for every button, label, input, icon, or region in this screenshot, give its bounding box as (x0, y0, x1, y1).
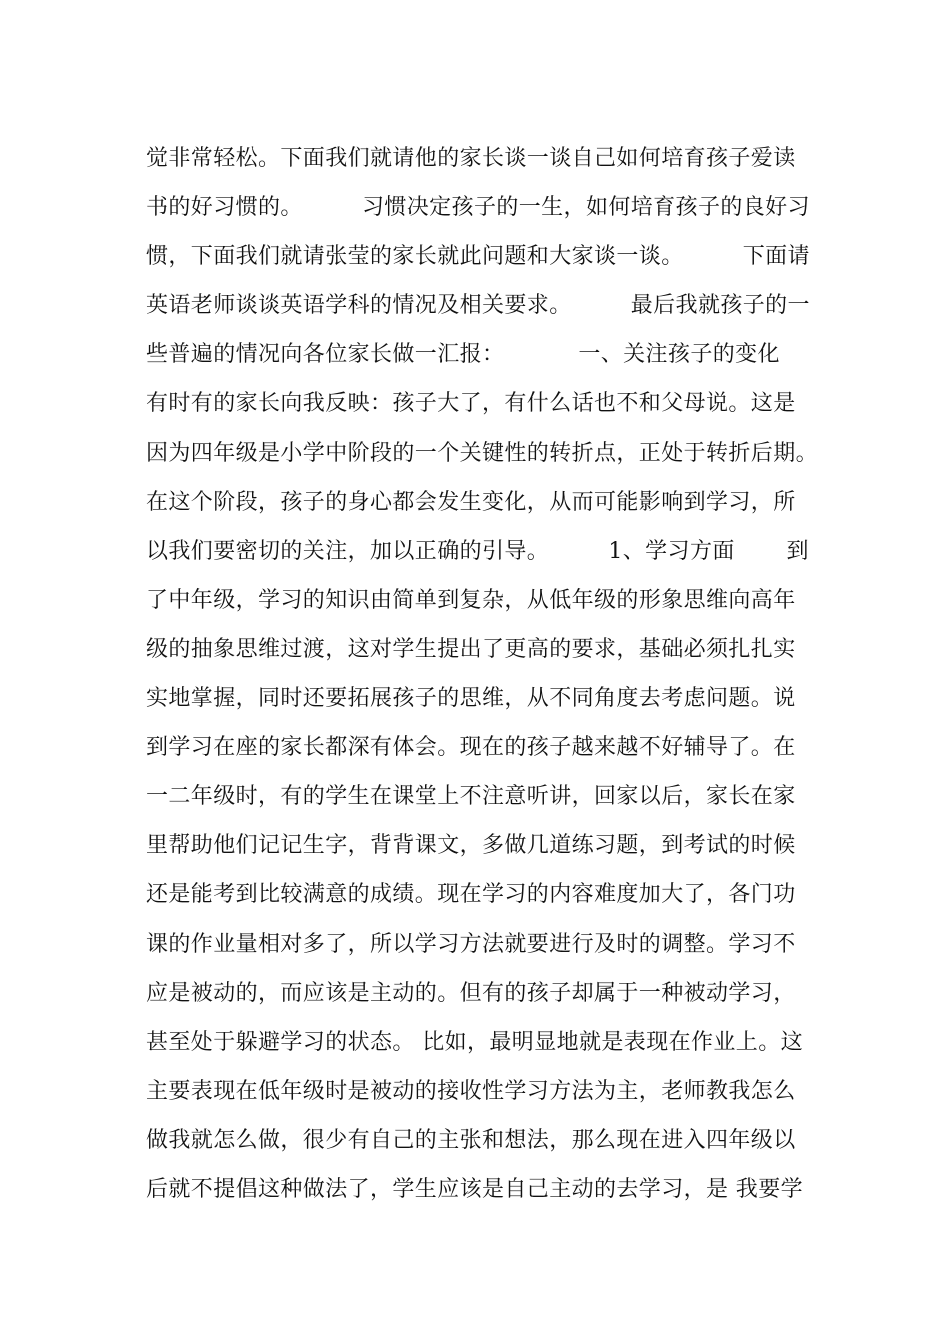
text-line: 还是能考到比较满意的成绩。现在学习的内容难度加大了，各门功 (146, 882, 796, 908)
text-line: 了中年级，学习的知识由简单到复杂，从低年级的形象思维向高年 (146, 587, 796, 613)
text-line: 级的抽象思维过渡，这对学生提出了更高的要求，基础必须扎扎实 (146, 636, 796, 662)
text-line: 些普遍的情况向各位家长做一汇报： 一、关注孩子的变化 (146, 342, 780, 368)
text-line: 以我们要密切的关注，加以正确的引导。 1、学习方面 到 (146, 538, 809, 564)
text-line: 英语老师谈谈英语学科的情况及相关要求。 最后我就孩子的一 (146, 293, 810, 319)
text-line: 做我就怎么做，很少有自己的主张和想法，那么现在进入四年级以 (146, 1127, 796, 1153)
text-line: 里帮助他们记记生字，背背课文，多做几道练习题，到考试的时候 (146, 833, 796, 859)
text-line: 一二年级时，有的学生在课堂上不注意听讲，回家以后，家长在家 (146, 784, 796, 810)
text-line: 因为四年级是小学中阶段的一个关键性的转折点，正处于转折后期。 (146, 440, 819, 466)
text-line: 甚至处于躲避学习的状态。 比如，最明显地就是表现在作业上。这 (146, 1029, 803, 1055)
text-line: 书的好习惯的。 习惯决定孩子的一生，如何培育孩子的良好习 (146, 195, 810, 221)
text-line: 课的作业量相对多了，所以学习方法就要进行及时的调整。学习不 (146, 931, 796, 957)
text-line: 在这个阶段，孩子的身心都会发生变化，从而可能影响到学习，所 (146, 489, 796, 515)
text-line: 实地掌握，同时还要拓展孩子的思维，从不同角度去考虑问题。说 (146, 686, 796, 712)
text-line: 惯，下面我们就请张莹的家长就此问题和大家谈一谈。 下面请 (146, 244, 810, 270)
text-line: 后就不提倡这种做法了，学生应该是自己主动的去学习，是 我要学 (146, 1176, 803, 1202)
text-line: 应是被动的，而应该是主动的。但有的孩子却属于一种被动学习， (146, 980, 796, 1006)
text-line: 到学习在座的家长都深有体会。现在的孩子越来越不好辅导了。在 (146, 735, 796, 761)
body-text (146, 134, 826, 1214)
text-line: 有时有的家长向我反映：孩子大了，有什么话也不和父母说。这是 (146, 391, 796, 417)
text-line: 觉非常轻松。下面我们就请他的家长谈一谈自己如何培育孩子爱读 (146, 146, 796, 171)
text-line: 主要表现在低年级时是被动的接收性学习方法为主，老师教我怎么 (146, 1078, 796, 1104)
